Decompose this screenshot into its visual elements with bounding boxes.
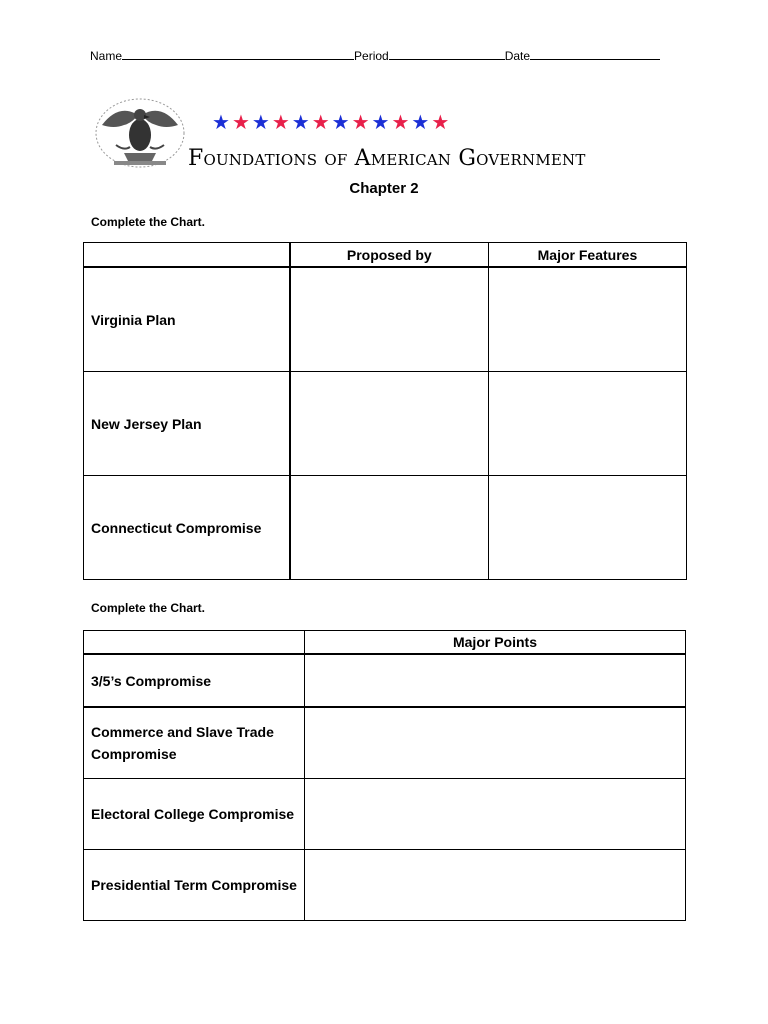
table-row — [84, 267, 687, 372]
row-label-connecticut-compromise: Connecticut Compromise — [84, 476, 290, 580]
row-label-electoral-college-compromise: Electoral College Compromise — [84, 779, 305, 850]
chart2-instruction: Complete the Chart. — [91, 601, 206, 615]
table-row — [84, 372, 687, 476]
star-icon: ★ — [212, 112, 232, 134]
star-icon: ★ — [431, 112, 452, 134]
answer-cell[interactable] — [305, 654, 686, 707]
row-label-three-fifths-compromise: 3/5’s Compromise — [84, 654, 305, 707]
star-icon: ★ — [291, 112, 312, 134]
compromises-chart — [83, 630, 686, 921]
header-cell-empty — [84, 243, 290, 268]
table-header-row — [84, 631, 686, 655]
table-row — [84, 779, 686, 850]
row-label-commerce-slave-trade-compromise: Commerce and Slave Trade Compromise — [84, 707, 305, 779]
name-field[interactable] — [122, 47, 354, 60]
row-label-virginia-plan: Virginia Plan — [84, 267, 290, 372]
chart1-instruction: Complete the Chart. — [91, 215, 206, 229]
star-icon: ★ — [371, 112, 392, 134]
answer-cell[interactable] — [305, 707, 686, 779]
answer-cell[interactable] — [488, 372, 686, 476]
row-label-new-jersey-plan: New Jersey Plan — [84, 372, 290, 476]
header-cell-empty — [84, 631, 305, 655]
answer-cell[interactable] — [305, 850, 686, 921]
table-row — [84, 654, 686, 707]
star-icon: ★ — [331, 112, 352, 134]
star-icon: ★ — [311, 112, 332, 134]
answer-cell[interactable] — [488, 476, 686, 580]
star-icon: ★ — [271, 112, 292, 134]
star-icon: ★ — [251, 112, 272, 134]
header-proposed-by: Proposed by — [290, 243, 489, 268]
table-row — [84, 850, 686, 921]
date-label: Date — [504, 49, 531, 63]
plans-chart — [83, 242, 687, 580]
star-icon: ★ — [351, 112, 372, 134]
page-title: Foundations of American Government — [188, 146, 586, 171]
period-label: Period — [354, 49, 389, 63]
period-field[interactable] — [389, 47, 505, 60]
star-icon: ★ — [391, 112, 412, 134]
header-major-features: Major Features — [488, 243, 686, 268]
name-label: Name — [90, 49, 123, 63]
header-major-points: Major Points — [305, 631, 686, 655]
row-label-presidential-term-compromise: Presidential Term Compromise — [84, 850, 305, 921]
table-header-row — [84, 243, 687, 268]
stars-row — [212, 110, 451, 135]
eagle-seal-icon — [94, 95, 186, 171]
answer-cell[interactable] — [290, 267, 489, 372]
star-icon: ★ — [411, 112, 432, 134]
table-row — [84, 476, 687, 580]
student-info-line — [90, 47, 660, 63]
answer-cell[interactable] — [305, 779, 686, 850]
date-field[interactable] — [530, 47, 660, 60]
answer-cell[interactable] — [290, 372, 489, 476]
table-row — [84, 707, 686, 779]
answer-cell[interactable] — [488, 267, 686, 372]
answer-cell[interactable] — [290, 476, 489, 580]
chapter-subtitle: Chapter 2 — [349, 180, 419, 197]
star-icon: ★ — [231, 112, 252, 134]
